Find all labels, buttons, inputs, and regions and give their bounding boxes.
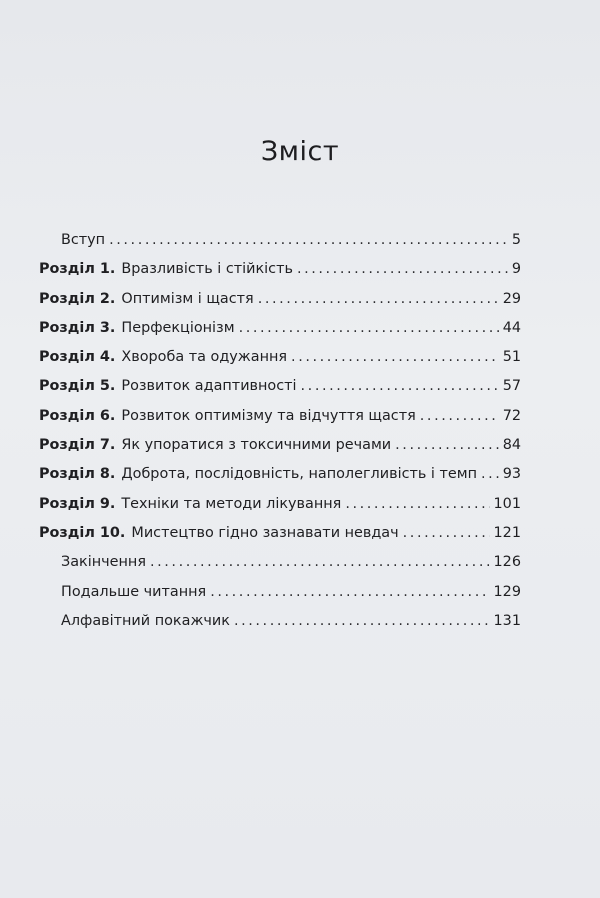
dot-leader <box>481 460 499 489</box>
toc-page-number: 84 <box>502 437 521 454</box>
dot-leader <box>420 402 499 431</box>
toc-page-number: 72 <box>502 407 521 424</box>
toc-entry <box>39 372 521 401</box>
page-title: Зміст <box>260 136 340 167</box>
toc-chapter-number: Розділ 4. <box>39 349 116 366</box>
toc-entry-title: Як упоратися з токсичними речами <box>121 437 392 454</box>
toc-page-number: 101 <box>493 495 521 512</box>
toc-entry-title: Оптимізм і щастя <box>121 290 254 307</box>
toc-entry <box>39 460 521 489</box>
toc-entry <box>39 255 521 284</box>
toc-page-number: 9 <box>511 261 521 278</box>
toc-entry <box>39 578 521 607</box>
toc-page-number: 51 <box>502 349 521 366</box>
toc-entry <box>39 490 521 519</box>
toc-page-number: 131 <box>493 612 521 629</box>
toc-entry-title: Доброта, послідовність, наполегливість і темп <box>121 466 477 483</box>
dot-leader <box>150 548 490 577</box>
toc-entry <box>39 548 521 577</box>
toc-entry-title: Перфекціонізм <box>121 319 235 336</box>
toc-chapter-number: Розділ 3. <box>39 319 116 336</box>
toc-entry <box>39 607 521 636</box>
dot-leader <box>258 285 499 314</box>
toc-entry <box>39 285 521 314</box>
toc-entry <box>39 519 521 548</box>
toc-entry-title: Розвиток оптимізму та відчуття щастя <box>121 407 416 424</box>
dot-leader <box>234 607 490 636</box>
dot-leader <box>210 578 489 607</box>
toc-chapter-number: Розділ 9. <box>39 495 116 512</box>
dot-leader <box>345 490 489 519</box>
toc-chapter-number: Розділ 1. <box>39 261 116 278</box>
toc-page-number: 57 <box>502 378 521 395</box>
toc-chapter-number: Розділ 2. <box>39 290 116 307</box>
toc-entry-title: Техніки та методи лікування <box>121 495 342 512</box>
toc-entry-title: Вразливість і стійкість <box>121 261 293 278</box>
toc-entry-title: Закінчення <box>61 554 146 571</box>
dot-leader <box>297 255 508 284</box>
dot-leader <box>291 343 499 372</box>
toc-chapter-number: Розділ 10. <box>39 524 126 541</box>
toc-page-number: 126 <box>493 554 521 571</box>
dot-leader <box>109 226 508 255</box>
toc-entry-title: Вступ <box>61 232 106 248</box>
toc-entry <box>39 226 521 255</box>
toc-chapter-number: Розділ 8. <box>39 466 116 483</box>
toc-entry <box>39 402 521 431</box>
dot-leader <box>239 314 499 343</box>
dot-leader <box>395 431 499 460</box>
toc-page-number: 29 <box>502 290 521 307</box>
toc-page-number: 93 <box>502 466 521 483</box>
toc-entry <box>39 343 521 372</box>
dot-leader <box>403 519 490 548</box>
toc-entry-title: Алфавітний покажчик <box>61 612 230 629</box>
toc-entry-title: Мистецтво гідно зазнавати невдач <box>131 524 399 541</box>
dot-leader <box>301 372 499 401</box>
toc-entry <box>39 431 521 460</box>
toc-entry-title: Хвороба та одужання <box>121 349 288 366</box>
toc-entry-title: Подальше читання <box>61 583 207 600</box>
toc-page-number: 5 <box>511 232 521 248</box>
toc-chapter-number: Розділ 6. <box>39 407 116 424</box>
toc-page-number: 121 <box>493 524 521 541</box>
table-of-contents <box>39 226 521 636</box>
toc-chapter-number: Розділ 7. <box>39 437 116 454</box>
toc-page-number: 129 <box>493 583 521 600</box>
toc-page-number: 44 <box>502 319 521 336</box>
toc-entry <box>39 314 521 343</box>
toc-chapter-number: Розділ 5. <box>39 378 116 395</box>
toc-entry-title: Розвиток адаптивності <box>121 378 297 395</box>
